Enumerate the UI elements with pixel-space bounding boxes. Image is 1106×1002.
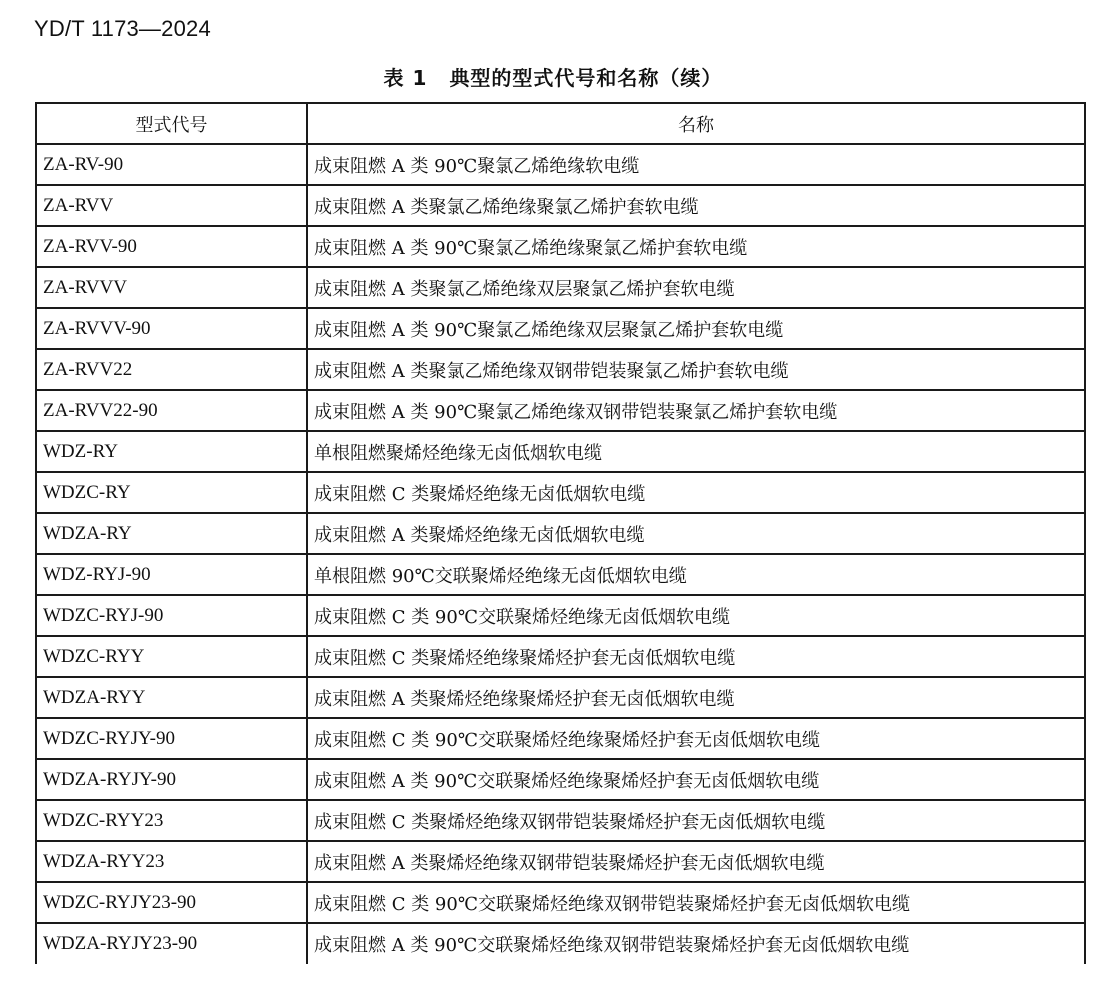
model-code-cell: ZA-RVV bbox=[36, 185, 307, 226]
table-row bbox=[36, 636, 1085, 677]
model-code-cell: WDZA-RYJY-90 bbox=[36, 759, 307, 800]
model-code-cell: WDZC-RY bbox=[36, 472, 307, 513]
model-code-cell: WDZA-RYJY23-90 bbox=[36, 923, 307, 964]
table-row bbox=[36, 718, 1085, 759]
table-row bbox=[36, 759, 1085, 800]
model-name-cell: 成束阻燃 A 类聚氯乙烯绝缘双层聚氯乙烯护套软电缆 bbox=[307, 267, 1085, 308]
model-code-cell: WDZ-RYJ-90 bbox=[36, 554, 307, 595]
table-row bbox=[36, 390, 1085, 431]
column-header-name: 名称 bbox=[307, 103, 1085, 144]
model-name-cell: 成束阻燃 C 类 90℃交联聚烯烃绝缘双钢带铠装聚烯烃护套无卤低烟软电缆 bbox=[307, 882, 1085, 923]
model-code-cell: ZA-RVV22 bbox=[36, 349, 307, 390]
model-code-cell: ZA-RVVV-90 bbox=[36, 308, 307, 349]
model-name-cell: 成束阻燃 A 类 90℃聚氯乙烯绝缘软电缆 bbox=[307, 144, 1085, 185]
table-row bbox=[36, 554, 1085, 595]
model-code-cell: WDZC-RYJY23-90 bbox=[36, 882, 307, 923]
table-row bbox=[36, 595, 1085, 636]
model-code-cell: ZA-RV-90 bbox=[36, 144, 307, 185]
model-name-cell: 成束阻燃 A 类 90℃聚氯乙烯绝缘聚氯乙烯护套软电缆 bbox=[307, 226, 1085, 267]
table-row bbox=[36, 267, 1085, 308]
model-code-cell: WDZC-RYY bbox=[36, 636, 307, 677]
table-row bbox=[36, 472, 1085, 513]
model-code-cell: WDZC-RYJ-90 bbox=[36, 595, 307, 636]
table-title bbox=[0, 62, 1106, 91]
model-name-cell: 成束阻燃 A 类 90℃交联聚烯烃绝缘聚烯烃护套无卤低烟软电缆 bbox=[307, 759, 1085, 800]
model-code-cell: WDZA-RY bbox=[36, 513, 307, 554]
model-name-cell: 成束阻燃 A 类聚氯乙烯绝缘聚氯乙烯护套软电缆 bbox=[307, 185, 1085, 226]
table-row bbox=[36, 226, 1085, 267]
model-code-cell: WDZA-RYY23 bbox=[36, 841, 307, 882]
model-name-cell: 成束阻燃 A 类聚烯烃绝缘无卤低烟软电缆 bbox=[307, 513, 1085, 554]
model-name-cell: 成束阻燃 C 类聚烯烃绝缘聚烯烃护套无卤低烟软电缆 bbox=[307, 636, 1085, 677]
table-row bbox=[36, 800, 1085, 841]
table-title-prefix: 表 1 bbox=[383, 66, 428, 90]
model-name-cell: 成束阻燃 A 类 90℃交联聚烯烃绝缘双钢带铠装聚烯烃护套无卤低烟软电缆 bbox=[307, 923, 1085, 964]
table-row bbox=[36, 431, 1085, 472]
model-name-cell: 成束阻燃 A 类聚烯烃绝缘聚烯烃护套无卤低烟软电缆 bbox=[307, 677, 1085, 718]
standard-number: YD/T 1173—2024 bbox=[34, 16, 211, 41]
model-name-cell: 单根阻燃 90℃交联聚烯烃绝缘无卤低烟软电缆 bbox=[307, 554, 1085, 595]
model-code-cell: ZA-RVVV bbox=[36, 267, 307, 308]
model-code-cell: WDZA-RYY bbox=[36, 677, 307, 718]
table-row bbox=[36, 144, 1085, 185]
table-row bbox=[36, 882, 1085, 923]
model-name-cell: 成束阻燃 C 类聚烯烃绝缘双钢带铠装聚烯烃护套无卤低烟软电缆 bbox=[307, 800, 1085, 841]
model-name-cell: 成束阻燃 C 类 90℃交联聚烯烃绝缘无卤低烟软电缆 bbox=[307, 595, 1085, 636]
table-header-row bbox=[36, 103, 1085, 144]
model-code-cell: WDZC-RYY23 bbox=[36, 800, 307, 841]
table-row bbox=[36, 349, 1085, 390]
model-code-table bbox=[35, 102, 1086, 964]
table-row bbox=[36, 185, 1085, 226]
model-name-cell: 成束阻燃 A 类聚氯乙烯绝缘双钢带铠装聚氯乙烯护套软电缆 bbox=[307, 349, 1085, 390]
model-code-cell: WDZ-RY bbox=[36, 431, 307, 472]
table-row bbox=[36, 308, 1085, 349]
model-code-cell: WDZC-RYJY-90 bbox=[36, 718, 307, 759]
model-name-cell: 成束阻燃 A 类 90℃聚氯乙烯绝缘双钢带铠装聚氯乙烯护套软电缆 bbox=[307, 390, 1085, 431]
table-row bbox=[36, 841, 1085, 882]
model-name-cell: 成束阻燃 C 类 90℃交联聚烯烃绝缘聚烯烃护套无卤低烟软电缆 bbox=[307, 718, 1085, 759]
table-body bbox=[36, 144, 1085, 964]
table-title-text: 典型的型式代号和名称（续） bbox=[449, 66, 723, 90]
model-name-cell: 成束阻燃 A 类聚烯烃绝缘双钢带铠装聚烯烃护套无卤低烟软电缆 bbox=[307, 841, 1085, 882]
model-code-cell: ZA-RVV22-90 bbox=[36, 390, 307, 431]
model-name-cell: 单根阻燃聚烯烃绝缘无卤低烟软电缆 bbox=[307, 431, 1085, 472]
model-name-cell: 成束阻燃 A 类 90℃聚氯乙烯绝缘双层聚氯乙烯护套软电缆 bbox=[307, 308, 1085, 349]
table-row bbox=[36, 677, 1085, 718]
table-row bbox=[36, 923, 1085, 964]
model-code-cell: ZA-RVV-90 bbox=[36, 226, 307, 267]
model-name-cell: 成束阻燃 C 类聚烯烃绝缘无卤低烟软电缆 bbox=[307, 472, 1085, 513]
column-header-code: 型式代号 bbox=[36, 103, 307, 144]
table-row bbox=[36, 513, 1085, 554]
